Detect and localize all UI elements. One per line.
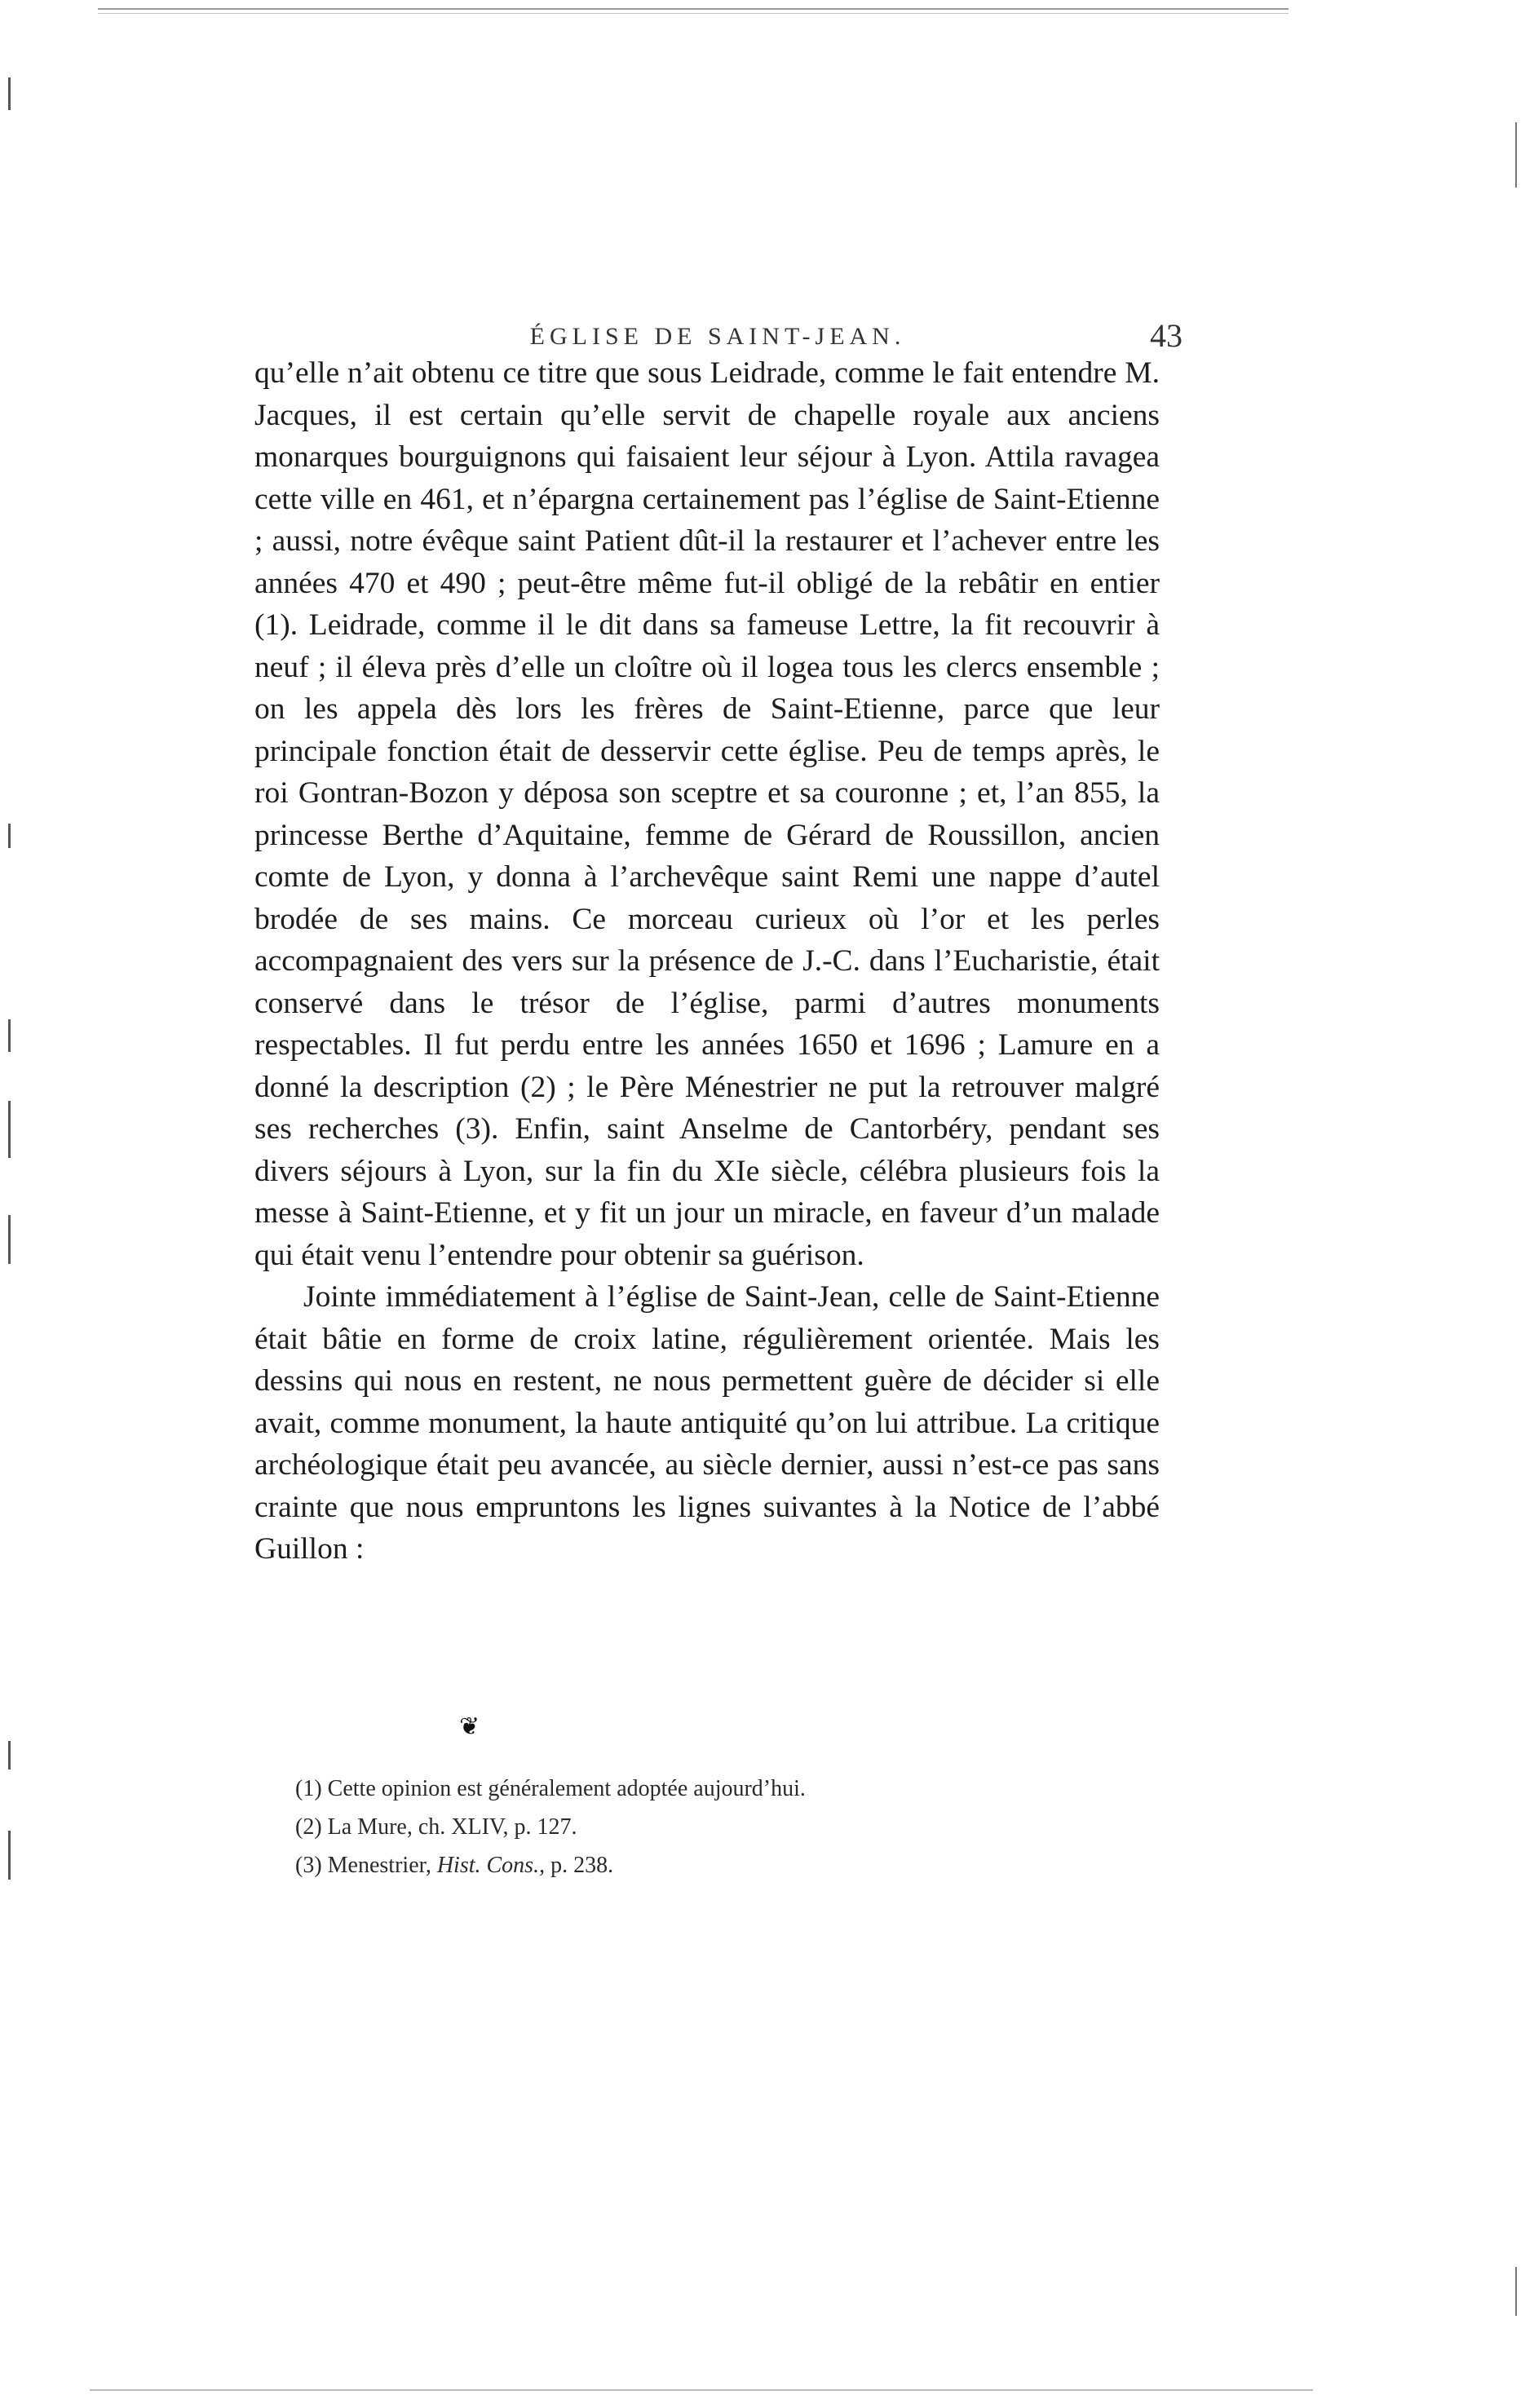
footnote-marker: (3) — [295, 1853, 322, 1878]
top-border-rule — [98, 8, 1289, 10]
page-number: 43 — [1150, 317, 1183, 354]
footnote-text: Menestrier, — [327, 1853, 431, 1878]
footnote-text: , p. 238. — [539, 1853, 614, 1878]
paragraph: qu’elle n’ait obtenu ce titre que sous Leidrade, comme le fait entendre M. Jacques, il est certain qu’elle servit de chapelle royale aux anciens monarques bourguignons qui faisaient leur séjour à Lyon. Attila ravagea cette ville en 461, et n’épargna certainement pas l’église de Saint-Etienne ; aussi, notre évêque saint Patient dût-il la restaurer et l’achever entre les années 470 et 490 ; peut-être même fut-il obligé de la rebâtir en entier (1). Leidrade, comme il le dit dans sa fameuse Lettre, la fit recouvrir à neuf ; il éleva près d’elle un cloître où il logea tous les clercs ensemble ; on les appela dès lors les frères de Saint-Etienne, parce que leur principale fonction était de desservir cette église. Peu de temps après, le roi Gontran-Bozon y déposa son sceptre et sa couronne ; et, l’an 855, la princesse Berthe d’Aquitaine, femme de Gérard de Roussillon, ancien comte de Lyon, y donna à l’archevêque saint Remi une nappe d’autel brodée de ses mains. Ce morceau curieux où l’or et les perles accompagnaient des vers sur la présence de J.-C. dans l’Eucharistie, était conservé dans le trésor de l’église, parmi d’autres monuments respectables. Il fut perdu entre les années 1650 et 1696 ; Lamure en a donné la description (2) ; le Père Ménestrier ne put la retrouver malgré ses recherches (3). Enfin, saint Anselme de Cantorbéry, pendant ses divers séjours à Lyon, sur la fin du XIe siècle, célébra plusieurs fois la messe à Saint-Etienne, et y fit un jour un miracle, en faveur d’un malade qui était venu l’entendre pour obtenir sa guérison. — [254, 356, 1160, 1272]
body-text — [254, 352, 1160, 1571]
margin-scan-mark — [8, 1741, 11, 1770]
margin-scan-mark — [8, 1215, 11, 1264]
footnotes — [295, 1770, 1160, 1884]
bottom-border-rule — [90, 2389, 1313, 2391]
footnote-text: Cette opinion est généralement adoptée aujourd’hui. — [327, 1776, 806, 1801]
margin-scan-mark — [1515, 2267, 1517, 2316]
running-title: ÉGLISE DE SAINT-JEAN. — [529, 323, 906, 350]
footnote — [295, 1808, 1160, 1846]
footnote-marker: (1) — [295, 1776, 322, 1801]
top-border-rule-thin — [98, 13, 1289, 14]
footnote-marker: (2) — [295, 1814, 322, 1840]
paragraph: Jointe immédiatement à l’église de Saint-Jean, celle de Saint-Etienne était bâtie en forme de croix latine, régulièrement orientée. Mais les dessins qui nous en restent, ne nous permettent guère de décider si elle avait, comme monument, la haute antiquité qu’on lui attribue. La critique archéologique était peu avancée, au siècle dernier, aussi n’est-ce pas sans crainte que nous empruntons les lignes suivantes à la Notice de l’abbé Guillon : — [254, 1280, 1160, 1566]
margin-scan-mark — [8, 1101, 11, 1158]
margin-scan-mark — [8, 77, 11, 110]
margin-scan-mark — [8, 824, 11, 848]
margin-scan-mark — [1515, 122, 1517, 188]
footnote-text: La Mure, ch. XLIV, p. 127. — [327, 1814, 577, 1840]
margin-scan-mark — [8, 1831, 11, 1880]
footnote — [295, 1846, 1160, 1884]
margin-scan-mark — [8, 1019, 11, 1052]
footnote-cited-title: Hist. Cons. — [436, 1853, 540, 1878]
footnote — [295, 1770, 1160, 1808]
ornament-glyph: ❦ — [459, 1713, 480, 1740]
